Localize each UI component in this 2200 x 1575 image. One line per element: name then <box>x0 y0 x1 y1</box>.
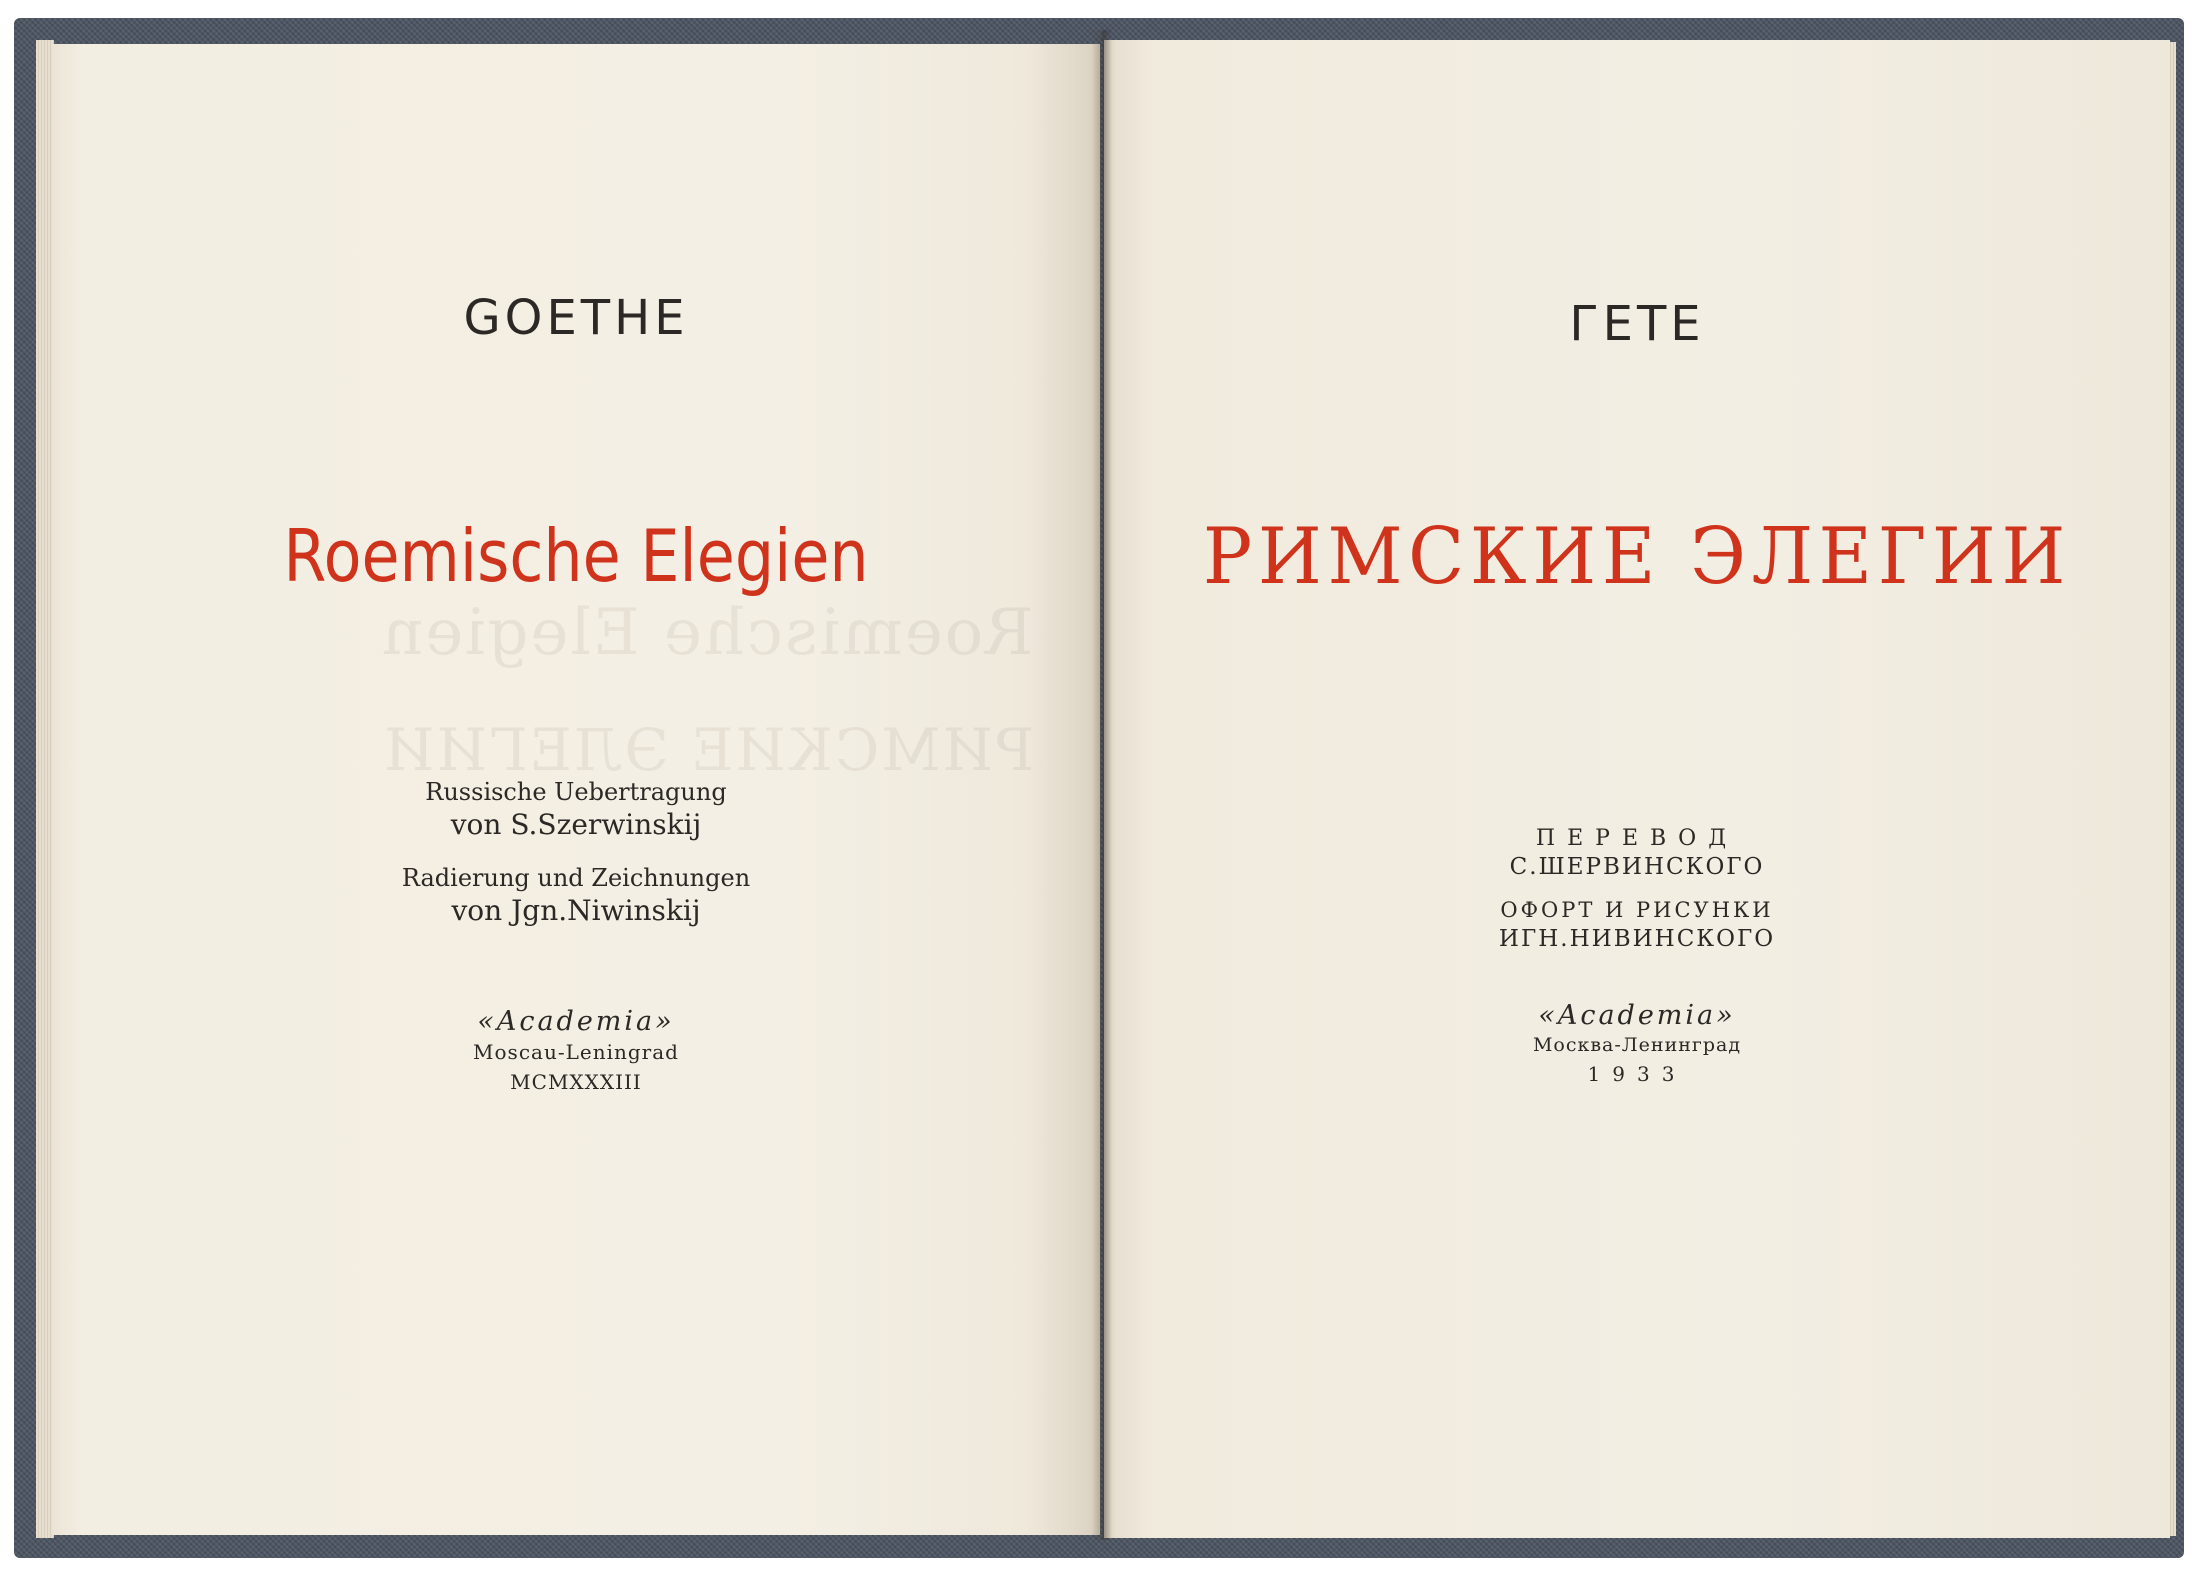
illustrator-name: von Jgn.Niwinskij <box>451 894 701 927</box>
translation-label: ПЕРЕВОД <box>1535 826 1739 851</box>
book-title: РИМСКИЕ ЭЛЕГИИ <box>1202 512 2072 602</box>
publication-place: Москва-Ленинград <box>1532 1034 1742 1056</box>
publication-place: Moscau-Leningrad <box>473 1040 679 1064</box>
publication-year: MCMXXXIII <box>510 1070 642 1094</box>
translator-name: С.ШЕРВИНСКОГО <box>1509 854 1765 880</box>
publication-year: 1933 <box>1587 1062 1687 1086</box>
translator-name: von S.Szerwinskij <box>450 808 702 841</box>
author-name: ГЕТЕ <box>1569 296 1705 352</box>
show-through-ghost: Roemische Elegien <box>380 596 1034 670</box>
book-title: Roemische Elegien <box>283 514 869 598</box>
right-title-page <box>1104 40 2170 1538</box>
translation-label: Russische Uebertragung <box>425 778 727 806</box>
illustrator-name: ИГН.НИВИНСКОГО <box>1498 926 1776 952</box>
left-title-page <box>52 44 1100 1535</box>
illustration-label: Radierung und Zeichnungen <box>401 864 751 892</box>
publisher-name: «Academia» <box>1538 1000 1736 1031</box>
publisher-name: «Academia» <box>477 1006 675 1037</box>
author-name: GOETHE <box>463 290 689 346</box>
show-through-ghost: РИМСКИЕ ЭЛЕГИИ <box>382 716 1035 784</box>
book-gutter <box>1092 30 1112 1540</box>
illustration-label: ОФОРТ И РИСУНКИ <box>1500 898 1774 922</box>
